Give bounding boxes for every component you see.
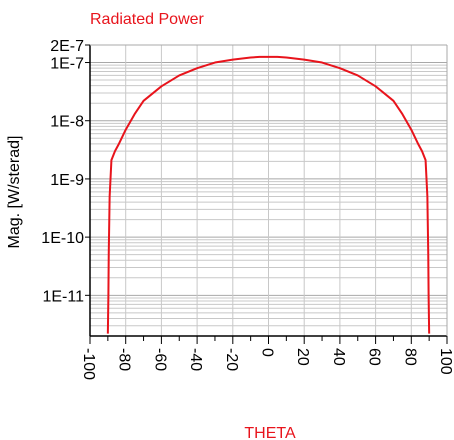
x-tick-label: 40 <box>329 348 347 366</box>
y-tick-label: 1E-7 <box>50 55 84 73</box>
chart-title: Radiated Power <box>90 11 204 28</box>
x-tick-labels <box>80 348 454 380</box>
y-tick-label: 1E-11 <box>42 288 84 306</box>
x-tick-label: -80 <box>115 348 133 372</box>
x-tick-label: 0 <box>258 348 276 357</box>
x-axis-label: THETA <box>244 425 296 440</box>
y-tick-label: 1E-8 <box>50 113 84 131</box>
x-tick-label: -20 <box>222 348 240 372</box>
y-tick-labels <box>41 38 84 305</box>
x-tick-label: -60 <box>151 348 169 372</box>
y-tick-label: 2E-7 <box>50 38 84 55</box>
y-axis-label: Mag. [W/sterad] <box>6 135 23 249</box>
x-tick-label: 20 <box>294 348 312 366</box>
x-tick-label: 100 <box>437 348 454 375</box>
x-tick-label: -40 <box>187 348 205 372</box>
x-tick-label: 60 <box>365 348 383 366</box>
x-tick-label: 80 <box>401 348 419 366</box>
axes <box>85 45 447 344</box>
grid <box>90 45 447 336</box>
x-tick-label: -100 <box>80 348 97 381</box>
y-tick-label: 1E-9 <box>50 171 84 189</box>
y-tick-label: 1E-10 <box>41 230 84 248</box>
